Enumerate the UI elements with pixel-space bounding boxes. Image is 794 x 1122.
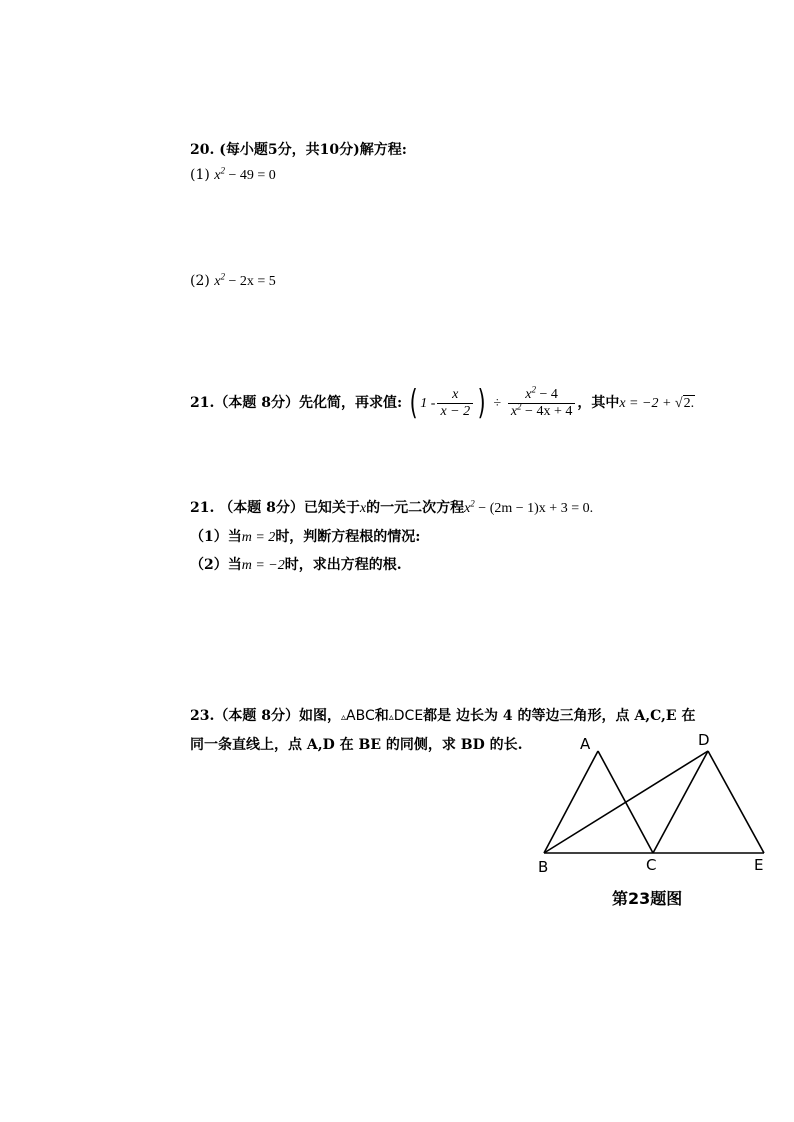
q20-part2-equation: $x^2 - 2x = 5$ [214,271,276,289]
q21a-paren-right: ) [477,383,486,423]
segment-cd [653,751,708,853]
q23-line1: 23.（本题 8分）如图，▵ABC和▵DCE都是 边长为 4 的等边三角形，点 A,C,E 在 [190,708,696,724]
q21a-paren-left: ( [409,383,418,423]
geometry-figure [530,730,774,880]
q20-header: 20. (每小题5分，共10分)解方程: [190,142,407,158]
figure-caption: 第23题图 [612,889,683,908]
triangle-icon: ▵ [388,712,394,723]
point-label-e: E [754,856,764,874]
point-label-d: D [698,731,710,749]
q20-part2-label: (2) [190,273,210,289]
segment-bd [544,751,708,853]
q21a-line [190,383,695,423]
q20-part1-equation: $x^2 - 49 = 0$ [214,165,276,183]
q21a-one-minus: 1 - [420,396,436,411]
q21a-fraction-2: $\frac{x^2 - 4}{x^2 - 4x + 4}$ [508,387,576,420]
triangle-icon: ▵ [340,712,347,723]
point-label-a: A [580,735,591,753]
q20-part1 [190,165,276,186]
q21a-divide: ÷ [493,396,501,411]
q21b-header: 21. （本题 8分）已知关于x的一元二次方程$x^2 - (2m - 1)x + 3 = 0$. [190,498,594,516]
segment-de [708,751,764,853]
q20-part1-label: (1) [190,167,210,183]
segment-ba [544,751,598,853]
q20-part2 [190,271,276,292]
q21b-part1: （1）当m = 2时，判断方程根的情况: [190,529,421,545]
q21b-part2: （2）当m = −2时，求出方程的根. [190,557,402,573]
q21a-fraction-1: $\frac{x}{x - 2}$ [437,387,473,420]
q23-line2: 同一条直线上，点 A,D 在 BE 的同侧，求 BD 的长. [190,737,523,753]
point-label-b: B [538,858,549,876]
q21a-where: ，其中 [577,395,620,411]
q21a-value: x = −2 + √2. [619,396,695,411]
point-label-c: C [646,856,657,874]
q21a-header: 21.（本题 8分）先化简，再求值: [190,395,403,411]
